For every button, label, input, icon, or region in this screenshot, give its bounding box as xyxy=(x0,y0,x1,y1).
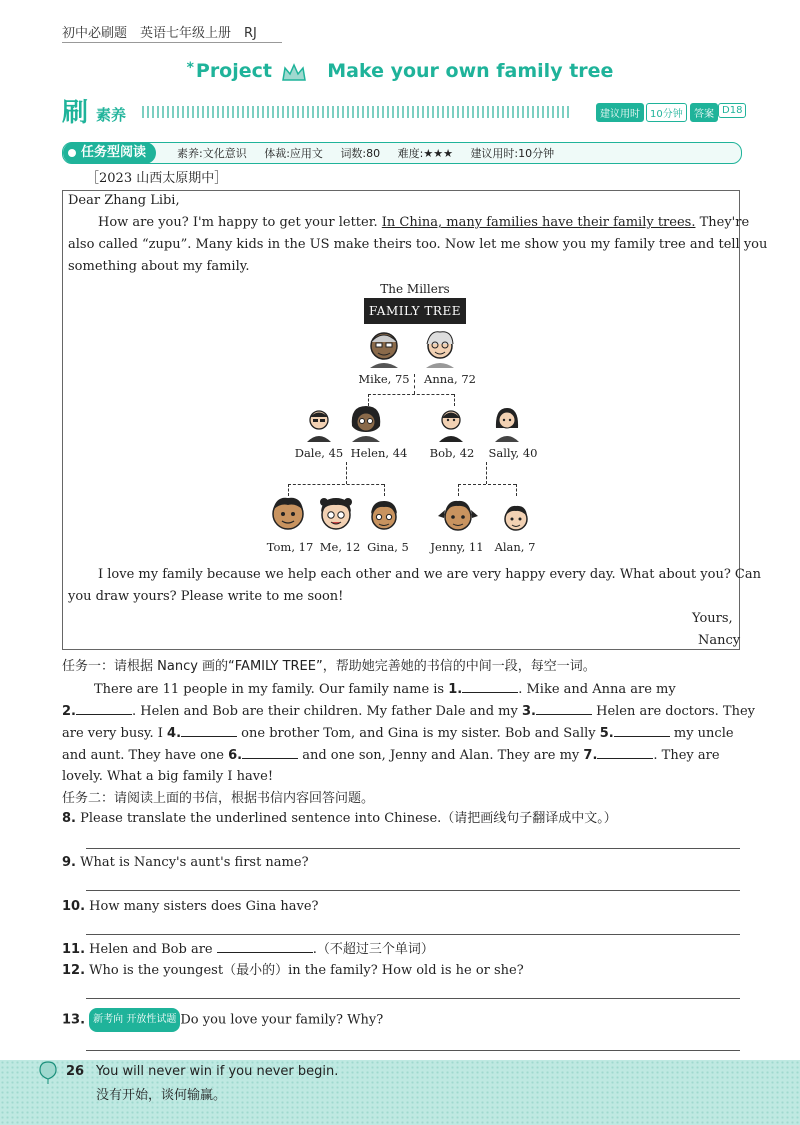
family-tree-banner: FAMILY TREE xyxy=(364,298,466,324)
task1-line2: 2. . Helen and Bob are their children. My father Dale and my 3. Helen are doctors. They xyxy=(62,700,755,723)
connector xyxy=(288,484,384,485)
dale-avatar-icon xyxy=(304,406,334,442)
connector xyxy=(384,484,385,496)
sally-avatar-icon xyxy=(492,404,522,442)
bullet-icon xyxy=(68,149,76,157)
answer-line-8[interactable] xyxy=(86,848,740,849)
underlined-sentence: In China, many families have their family trees. xyxy=(381,215,696,230)
answer-line-9[interactable] xyxy=(86,890,740,891)
person-label: Bob, 42 xyxy=(429,446,475,460)
task1-line1: There are 11 people in my family. Our family name is 1. . Mike and Anna are my xyxy=(94,678,676,701)
letter-signature: Nancy xyxy=(698,633,741,648)
blank-11[interactable] xyxy=(217,938,313,953)
project-heading: Make your own family tree xyxy=(327,60,614,82)
person-label: Tom, 17 xyxy=(266,540,314,554)
question-8: 8. Please translate the underlined sentence into Chinese.（请把画线句子翻译成中文。） xyxy=(62,811,617,826)
connector xyxy=(516,484,517,496)
book-header: 初中必刷题 英语七年级上册 RJ xyxy=(62,26,257,41)
connector xyxy=(346,462,347,484)
connector xyxy=(368,394,454,395)
gina-avatar-icon xyxy=(366,498,402,534)
meta-genre: 体裁:应用文 xyxy=(264,147,323,160)
question-10: 10. How many sisters does Gina have? xyxy=(62,899,319,914)
letter-p1-line1: How are you? I'm happy to get your letter. In China, many families have their family trees. They're xyxy=(98,215,750,230)
connector xyxy=(454,394,455,406)
task1-line4: and aunt. They have one 6. and one son, Jenny and Alan. They are my 7. . They are xyxy=(62,744,720,767)
connector xyxy=(458,484,459,496)
letter-p1-line2: also called “zupu”. Many kids in the US make theirs too. Now let me show you my family tree and tell you xyxy=(68,237,768,252)
question-9: 9. What is Nancy's aunt's first name? xyxy=(62,855,309,870)
blank-5[interactable] xyxy=(614,722,670,737)
blank-4[interactable] xyxy=(181,722,237,737)
person-label: Anna, 72 xyxy=(424,372,476,386)
tom-avatar-icon xyxy=(268,494,308,534)
task-bar xyxy=(62,142,742,164)
time-value-badge: 10分钟 xyxy=(646,103,687,122)
jenny-avatar-icon xyxy=(436,496,480,536)
decorative-stripes xyxy=(142,106,572,118)
motto-chinese: 没有开始，谈何输赢。 xyxy=(96,1088,227,1103)
question-11: 11. Helen and Bob are .（不超过三个单词） xyxy=(62,938,434,961)
project-title xyxy=(0,60,800,82)
letter-p2-line1: I love my family because we help each other and we are very happy every day. What about you? Can xyxy=(98,567,761,582)
motto-english: You will never win if you never begin. xyxy=(96,1064,339,1079)
alan-avatar-icon xyxy=(500,502,532,534)
letter-p1-line3: something about my family. xyxy=(68,259,250,274)
question-13: 13. 新考向 开放性试题 Do you love your family? Why? xyxy=(62,1008,383,1032)
suyang-title: 素养 xyxy=(96,106,127,124)
connector xyxy=(486,462,487,484)
blank-3[interactable] xyxy=(536,700,592,715)
person-label: Me, 12 xyxy=(319,540,361,554)
blank-6[interactable] xyxy=(242,744,298,759)
answer-value-badge: D18 xyxy=(718,103,746,118)
answer-line-10[interactable] xyxy=(86,934,740,935)
person-label: Jenny, 11 xyxy=(430,540,484,554)
page-footer xyxy=(0,1060,800,1125)
family-name-label: The Millers xyxy=(380,282,450,296)
question-12: 12. Who is the youngest（最小的）in the family? How old is he or she? xyxy=(62,963,524,978)
grandma-avatar-icon xyxy=(422,328,458,368)
person-label: Gina, 5 xyxy=(367,540,409,554)
person-label: Alan, 7 xyxy=(494,540,536,554)
exam-source: ［2023 山西太原期中］ xyxy=(86,171,228,186)
star-mark: * xyxy=(186,60,194,76)
blank-1[interactable] xyxy=(462,678,518,693)
answer-line-12[interactable] xyxy=(86,998,740,999)
person-label: Helen, 44 xyxy=(350,446,408,460)
meta-time: 建议用时:10分钟 xyxy=(470,147,555,160)
meta-suyang: 素养:文化意识 xyxy=(177,147,247,160)
nancy-avatar-icon xyxy=(316,494,356,534)
letter-p2-line2: you draw yours? Please write to me soon! xyxy=(68,589,344,604)
header-divider xyxy=(62,42,282,43)
person-label: Sally, 40 xyxy=(488,446,538,460)
answer-label-badge: 答案 xyxy=(690,103,718,122)
section-header xyxy=(62,96,742,126)
task1-line5: lovely. What a big family I have! xyxy=(62,769,274,784)
new-trend-badge: 新考向 开放性试题 xyxy=(89,1008,180,1032)
page-number: 26 xyxy=(66,1064,85,1079)
task1-line3: are very busy. I 4. one brother Tom, and Gina is my sister. Bob and Sally 5. my uncle xyxy=(62,722,734,745)
shua-title: 刷 xyxy=(62,98,89,128)
connector xyxy=(458,484,516,485)
answer-line-13[interactable] xyxy=(86,1050,740,1051)
person-label: Mike, 75 xyxy=(358,372,410,386)
meta-difficulty: 难度:★★★ xyxy=(397,147,453,160)
blank-7[interactable] xyxy=(597,744,653,759)
crown-icon xyxy=(281,62,307,82)
project-label: Project xyxy=(195,60,272,82)
blank-2[interactable] xyxy=(76,700,132,715)
letter-greeting: Dear Zhang Libi, xyxy=(68,193,180,208)
time-label-badge: 建议用时 xyxy=(596,103,644,122)
task-meta xyxy=(177,145,568,161)
balloon-icon xyxy=(38,1060,58,1084)
task2-title: 任务二：请阅读上面的书信，根据书信内容回答问题。 xyxy=(62,791,375,806)
person-label: Dale, 45 xyxy=(294,446,344,460)
helen-avatar-icon xyxy=(346,402,386,442)
bob-avatar-icon xyxy=(436,406,466,442)
letter-closing: Yours, xyxy=(692,611,733,626)
meta-words: 词数:80 xyxy=(340,147,381,160)
task-type-label: 任务型阅读 xyxy=(63,142,156,164)
grandpa-avatar-icon xyxy=(366,328,402,368)
task1-title: 任务一：请根据 Nancy 画的“FAMILY TREE”，帮助她完善她的书信的中间一段，每空一词。 xyxy=(62,659,596,674)
